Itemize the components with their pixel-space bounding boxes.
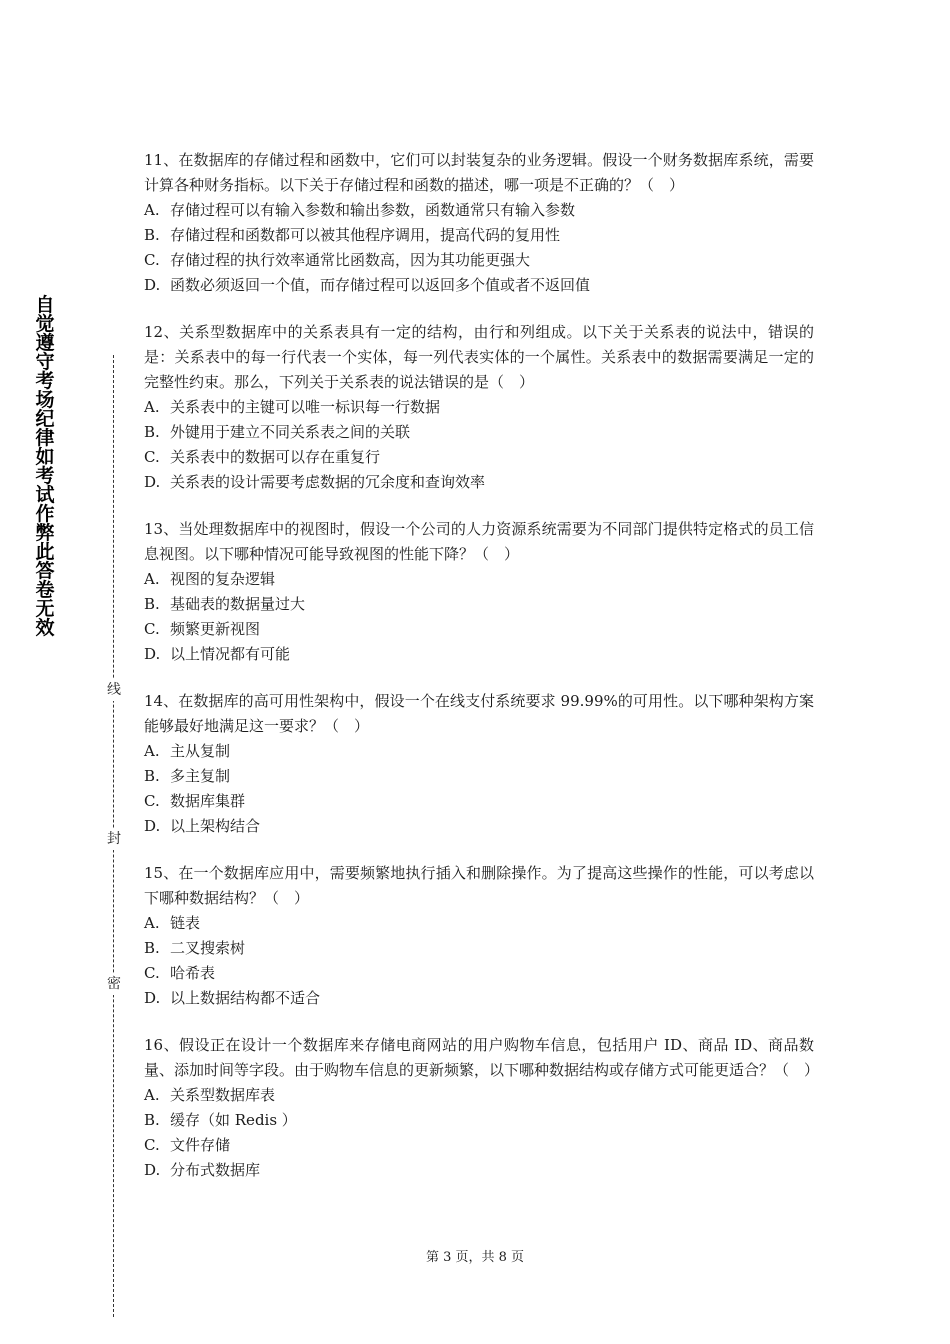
option-text: 多主复制 xyxy=(170,767,231,785)
question-text: 13、当处理数据库中的视图时，假设一个公司的人力资源系统需要为不同部门提供特定格式的员工信息视图。以下哪种情况可能导致视图的性能下降？（ ） xyxy=(144,520,814,563)
option-letter: B. xyxy=(144,423,160,441)
cut-label-secret: 密 xyxy=(106,973,122,995)
option-c xyxy=(144,1133,814,1158)
option-letter: B. xyxy=(144,595,160,613)
option-letter: B. xyxy=(144,939,160,957)
option-text: 主从复制 xyxy=(170,742,231,760)
question-text: 11、在数据库的存储过程和函数中，它们可以封装复杂的业务逻辑。假设一个财务数据库系统，需要计算各种财务指标。以下关于存储过程和函数的描述，哪一项是不正确的？（ ） xyxy=(144,151,814,194)
option-text: 链表 xyxy=(170,914,201,932)
option-text: 分布式数据库 xyxy=(170,1161,261,1179)
option-text: 文件存储 xyxy=(170,1136,231,1154)
option-c xyxy=(144,961,814,986)
option-text: 二叉搜索树 xyxy=(170,939,246,957)
option-text: 关系表中的主键可以唯一标识每一行数据 xyxy=(170,398,441,416)
option-text: 以上数据结构都不适合 xyxy=(170,989,321,1007)
cut-label-seal: 封 xyxy=(106,828,122,850)
option-letter: B. xyxy=(144,1111,160,1129)
question-list xyxy=(144,148,820,1205)
option-letter: D. xyxy=(144,645,161,663)
question-text: 15、在一个数据库应用中，需要频繁地执行插入和删除操作。为了提高这些操作的性能，可以考虑以下哪种数据结构？（ ） xyxy=(144,864,814,907)
option-letter: C. xyxy=(144,792,160,810)
option-letter: B. xyxy=(144,226,160,244)
option-d xyxy=(144,642,814,667)
question-text: 16、假设正在设计一个数据库来存储电商网站的用户购物车信息，包括用户 ID、商品 ID、商品数量、添加时间等字段。由于购物车信息的更新频繁，以下哪种数据结构或存储方式可能更适合？（ ） xyxy=(144,1036,820,1079)
option-text: 缓存（如 Redis ） xyxy=(170,1111,297,1129)
option-b xyxy=(144,936,814,961)
option-b xyxy=(144,420,814,445)
option-a xyxy=(144,911,814,936)
option-letter: A. xyxy=(144,742,160,760)
option-text: 存储过程和函数都可以被其他程序调用，提高代码的复用性 xyxy=(170,226,561,244)
option-letter: D. xyxy=(144,817,161,835)
option-letter: D. xyxy=(144,473,161,491)
option-a xyxy=(144,739,814,764)
option-letter: C. xyxy=(144,620,160,638)
option-text: 关系表的设计需要考虑数据的冗余度和查询效率 xyxy=(170,473,486,491)
option-letter: C. xyxy=(144,1136,160,1154)
option-b xyxy=(144,223,814,248)
option-letter: B. xyxy=(144,767,160,785)
question-15 xyxy=(144,861,814,1011)
option-text: 数据库集群 xyxy=(170,792,246,810)
option-a xyxy=(144,567,814,592)
option-text: 哈希表 xyxy=(170,964,216,982)
option-text: 存储过程的执行效率通常比函数高，因为其功能更强大 xyxy=(170,251,531,269)
option-letter: C. xyxy=(144,448,160,466)
question-text: 14、在数据库的高可用性架构中，假设一个在线支付系统要求 99.99%的可用性。以下哪种架构方案能够最好地满足这一要求？（ ） xyxy=(144,692,814,735)
option-text: 基础表的数据量过大 xyxy=(170,595,306,613)
option-letter: A. xyxy=(144,914,160,932)
cut-label-line: 线 xyxy=(106,679,122,701)
option-letter: C. xyxy=(144,251,160,269)
option-d xyxy=(144,1158,814,1183)
option-text: 频繁更新视图 xyxy=(170,620,261,638)
option-letter: A. xyxy=(144,570,160,588)
option-b xyxy=(144,592,814,617)
option-letter: D. xyxy=(144,989,161,1007)
option-d xyxy=(144,814,814,839)
option-a xyxy=(144,198,814,223)
option-text: 函数必须返回一个值，而存储过程可以返回多个值或者不返回值 xyxy=(170,276,591,294)
option-text: 以上架构结合 xyxy=(170,817,261,835)
exam-discipline-notice: 自觉遵守考场纪律如考试作弊此答卷无效 xyxy=(35,294,55,639)
question-text: 12、关系型数据库中的关系表具有一定的结构，由行和列组成。以下关于关系表的说法中，错误的是：关系表中的每一行代表一个实体，每一列代表实体的一个属性。关系表中的数据需要满足一定的完整性约束。那么，下列关于关系表的说法错误的是（ ） xyxy=(144,323,814,391)
question-11 xyxy=(144,148,814,298)
option-text: 关系表中的数据可以存在重复行 xyxy=(170,448,381,466)
option-letter: C. xyxy=(144,964,160,982)
option-d xyxy=(144,986,814,1011)
option-c xyxy=(144,445,814,470)
question-14 xyxy=(144,689,814,839)
option-text: 视图的复杂逻辑 xyxy=(170,570,276,588)
option-c xyxy=(144,248,814,273)
option-c xyxy=(144,617,814,642)
question-13 xyxy=(144,517,814,667)
option-letter: D. xyxy=(144,276,161,294)
option-letter: A. xyxy=(144,1086,160,1104)
option-text: 以上情况都有可能 xyxy=(170,645,291,663)
option-d xyxy=(144,470,814,495)
option-a xyxy=(144,395,814,420)
option-letter: A. xyxy=(144,398,160,416)
page-number-footer: 第 3 页，共 8 页 xyxy=(425,1250,525,1265)
option-a xyxy=(144,1083,814,1108)
option-text: 外键用于建立不同关系表之间的关联 xyxy=(170,423,411,441)
option-letter: A. xyxy=(144,201,160,219)
option-d xyxy=(144,273,814,298)
option-text: 存储过程可以有输入参数和输出参数，函数通常只有输入参数 xyxy=(170,201,576,219)
option-text: 关系型数据库表 xyxy=(170,1086,276,1104)
option-c xyxy=(144,789,814,814)
option-letter: D. xyxy=(144,1161,161,1179)
option-b xyxy=(144,1108,814,1133)
option-b xyxy=(144,764,814,789)
question-16 xyxy=(144,1033,820,1183)
question-12 xyxy=(144,320,814,495)
